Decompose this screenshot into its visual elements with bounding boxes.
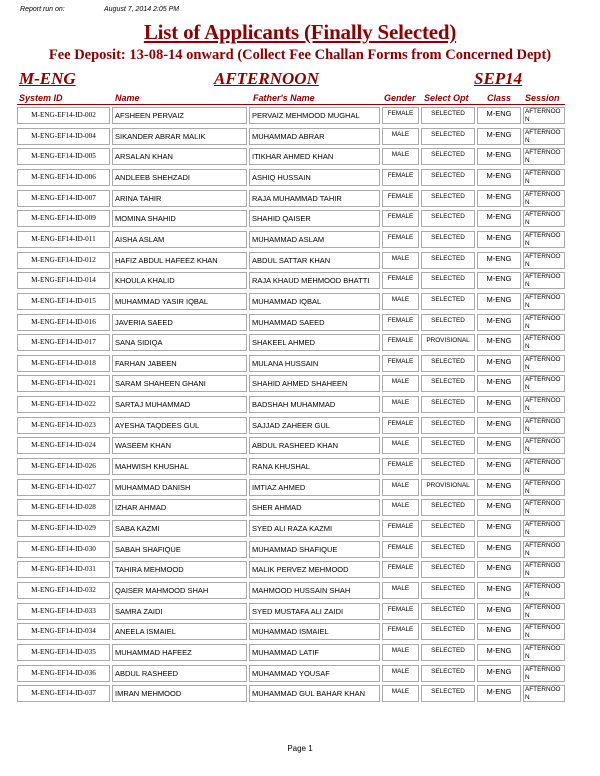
table-row <box>0 272 600 290</box>
class-cell: M-ENG <box>477 603 521 620</box>
session-cell: AFTERNOON <box>523 334 565 351</box>
father-name-cell: MUHAMMAD ABRAR <box>249 128 380 145</box>
session-cell: AFTERNOON <box>523 375 565 392</box>
select-opt-cell: SELECTED <box>421 520 475 537</box>
name-cell: MAHWISH KHUSHAL <box>112 458 247 475</box>
father-name-cell: SHAKEEL AHMED <box>249 334 380 351</box>
select-opt-cell: SELECTED <box>421 603 475 620</box>
select-opt-cell: SELECTED <box>421 561 475 578</box>
class-cell: M-ENG <box>477 437 521 454</box>
system-id-cell: M-ENG-EF14-ID-027 <box>17 479 110 496</box>
father-name-cell: RAJA KHAUD MEHMOOD BHATTI <box>249 272 380 289</box>
session-cell: AFTERNOON <box>523 272 565 289</box>
gender-cell: MALE <box>382 479 419 496</box>
select-opt-cell: SELECTED <box>421 375 475 392</box>
select-opt-cell: SELECTED <box>421 582 475 599</box>
class-cell: M-ENG <box>477 190 521 207</box>
class-cell: M-ENG <box>477 665 521 682</box>
header-divider <box>17 104 565 105</box>
system-id-cell: M-ENG-EF14-ID-031 <box>17 561 110 578</box>
select-opt-cell: SELECTED <box>421 231 475 248</box>
father-name-cell: MULANA HUSSAIN <box>249 355 380 372</box>
session-cell: AFTERNOON <box>523 355 565 372</box>
table-row <box>0 375 600 393</box>
father-name-cell: MUHAMMAD GUL BAHAR KHAN <box>249 685 380 702</box>
gender-cell: FEMALE <box>382 355 419 372</box>
gender-cell: FEMALE <box>382 169 419 186</box>
system-id-cell: M-ENG-EF14-ID-009 <box>17 210 110 227</box>
select-opt-cell: SELECTED <box>421 314 475 331</box>
system-id-cell: M-ENG-EF14-ID-018 <box>17 355 110 372</box>
session-cell: AFTERNOON <box>523 644 565 661</box>
column-header-system-id: System ID <box>19 93 63 103</box>
father-name-cell: SYED ALI RAZA KAZMI <box>249 520 380 537</box>
name-cell: ANDLEEB SHEHZADI <box>112 169 247 186</box>
system-id-cell: M-ENG-EF14-ID-026 <box>17 458 110 475</box>
name-cell: AFSHEEN PERVAIZ <box>112 107 247 124</box>
page-number: Page 1 <box>287 744 313 753</box>
report-run-label: Report run on: <box>20 6 65 13</box>
name-cell: SABAH SHAFIQUE <box>112 541 247 558</box>
father-name-cell: ASHIQ HUSSAIN <box>249 169 380 186</box>
class-cell: M-ENG <box>477 396 521 413</box>
gender-cell: MALE <box>382 148 419 165</box>
gender-cell: FEMALE <box>382 603 419 620</box>
table-row <box>0 334 600 352</box>
class-cell: M-ENG <box>477 148 521 165</box>
table-row <box>0 603 600 621</box>
class-cell: M-ENG <box>477 107 521 124</box>
session-cell: AFTERNOON <box>523 210 565 227</box>
session-cell: AFTERNOON <box>523 499 565 516</box>
column-header-session: Session <box>525 93 560 103</box>
class-cell: M-ENG <box>477 293 521 310</box>
name-cell: IZHAR AHMAD <box>112 499 247 516</box>
class-cell: M-ENG <box>477 561 521 578</box>
gender-cell: FEMALE <box>382 520 419 537</box>
father-name-cell: RAJA MUHAMMAD TAHIR <box>249 190 380 207</box>
gender-cell: FEMALE <box>382 623 419 640</box>
class-cell: M-ENG <box>477 644 521 661</box>
column-header-gender: Gender <box>384 93 416 103</box>
select-opt-cell: SELECTED <box>421 623 475 640</box>
session-cell: AFTERNOON <box>523 582 565 599</box>
father-name-cell: SHAHID AHMED SHAHEEN <box>249 375 380 392</box>
select-opt-cell: SELECTED <box>421 417 475 434</box>
table-row <box>0 582 600 600</box>
class-cell: M-ENG <box>477 272 521 289</box>
name-cell: MUHAMMAD HAFEEZ <box>112 644 247 661</box>
name-cell: TAHIRA MEHMOOD <box>112 561 247 578</box>
gender-cell: FEMALE <box>382 541 419 558</box>
table-row <box>0 355 600 373</box>
session-cell: AFTERNOON <box>523 107 565 124</box>
name-cell: SANA SIDIQA <box>112 334 247 351</box>
class-cell: M-ENG <box>477 417 521 434</box>
father-name-cell: MUHAMMAD SAEED <box>249 314 380 331</box>
system-id-cell: M-ENG-EF14-ID-021 <box>17 375 110 392</box>
gender-cell: MALE <box>382 685 419 702</box>
class-cell: M-ENG <box>477 375 521 392</box>
session-cell: AFTERNOON <box>523 190 565 207</box>
father-name-cell: SHER AHMAD <box>249 499 380 516</box>
system-id-cell: M-ENG-EF14-ID-002 <box>17 107 110 124</box>
gender-cell: FEMALE <box>382 231 419 248</box>
session-cell: AFTERNOON <box>523 561 565 578</box>
name-cell: SIKANDER ABRAR MALIK <box>112 128 247 145</box>
class-cell: M-ENG <box>477 458 521 475</box>
gender-cell: MALE <box>382 396 419 413</box>
select-opt-cell: PROVISIONAL <box>421 334 475 351</box>
name-cell: FARHAN JABEEN <box>112 355 247 372</box>
father-name-cell: MUHAMMAD ASLAM <box>249 231 380 248</box>
select-opt-cell: SELECTED <box>421 644 475 661</box>
father-name-cell: ABDUL RASHEED KHAN <box>249 437 380 454</box>
name-cell: SARAM SHAHEEN GHANI <box>112 375 247 392</box>
gender-cell: FEMALE <box>382 210 419 227</box>
session-cell: AFTERNOON <box>523 231 565 248</box>
name-cell: SAMRA ZAIDI <box>112 603 247 620</box>
system-id-cell: M-ENG-EF14-ID-017 <box>17 334 110 351</box>
gender-cell: FEMALE <box>382 561 419 578</box>
column-header-name: Name <box>115 93 140 103</box>
select-opt-cell: SELECTED <box>421 148 475 165</box>
select-opt-cell: SELECTED <box>421 458 475 475</box>
gender-cell: MALE <box>382 252 419 269</box>
session-cell: AFTERNOON <box>523 665 565 682</box>
class-cell: M-ENG <box>477 252 521 269</box>
gender-cell: FEMALE <box>382 314 419 331</box>
select-opt-cell: SELECTED <box>421 685 475 702</box>
father-name-cell: RANA KHUSHAL <box>249 458 380 475</box>
father-name-cell: MUHAMMAD YOUSAF <box>249 665 380 682</box>
gender-cell: FEMALE <box>382 190 419 207</box>
select-opt-cell: SELECTED <box>421 499 475 516</box>
session-cell: AFTERNOON <box>523 128 565 145</box>
system-id-cell: M-ENG-EF14-ID-015 <box>17 293 110 310</box>
system-id-cell: M-ENG-EF14-ID-004 <box>17 128 110 145</box>
system-id-cell: M-ENG-EF14-ID-024 <box>17 437 110 454</box>
session-cell: AFTERNOON <box>523 603 565 620</box>
session-cell: AFTERNOON <box>523 520 565 537</box>
father-name-cell: MUHAMMAD LATIF <box>249 644 380 661</box>
column-header-select-opt: Select Opt <box>424 93 469 103</box>
page-subtitle: Fee Deposit: 13-08-14 onward (Collect Fee Challan Forms from Concerned Dept) <box>48 47 552 63</box>
term-label: SEP14 <box>474 69 523 88</box>
father-name-cell: SYED MUSTAFA ALI ZAIDI <box>249 603 380 620</box>
session-cell: AFTERNOON <box>523 479 565 496</box>
table-row <box>0 623 600 641</box>
session-cell: AFTERNOON <box>523 169 565 186</box>
table-row <box>0 190 600 208</box>
session-cell: AFTERNOON <box>523 541 565 558</box>
gender-cell: FEMALE <box>382 458 419 475</box>
system-id-cell: M-ENG-EF14-ID-023 <box>17 417 110 434</box>
gender-cell: FEMALE <box>382 107 419 124</box>
session-label: AFTERNOON <box>214 69 319 88</box>
system-id-cell: M-ENG-EF14-ID-036 <box>17 665 110 682</box>
gender-cell: MALE <box>382 437 419 454</box>
class-cell: M-ENG <box>477 314 521 331</box>
class-cell: M-ENG <box>477 231 521 248</box>
class-cell: M-ENG <box>477 479 521 496</box>
gender-cell: MALE <box>382 582 419 599</box>
system-id-cell: M-ENG-EF14-ID-033 <box>17 603 110 620</box>
father-name-cell: MALIK PERVEZ MEHMOOD <box>249 561 380 578</box>
gender-cell: MALE <box>382 375 419 392</box>
select-opt-cell: SELECTED <box>421 665 475 682</box>
system-id-cell: M-ENG-EF14-ID-028 <box>17 499 110 516</box>
select-opt-cell: SELECTED <box>421 169 475 186</box>
table-row <box>0 685 600 703</box>
session-cell: AFTERNOON <box>523 396 565 413</box>
program-label: M-ENG <box>19 69 76 88</box>
select-opt-cell: PROVISIONAL <box>421 479 475 496</box>
class-cell: M-ENG <box>477 541 521 558</box>
table-row <box>0 314 600 332</box>
system-id-cell: M-ENG-EF14-ID-030 <box>17 541 110 558</box>
gender-cell: MALE <box>382 665 419 682</box>
father-name-cell: IMTIAZ AHMED <box>249 479 380 496</box>
system-id-cell: M-ENG-EF14-ID-007 <box>17 190 110 207</box>
table-row <box>0 231 600 249</box>
select-opt-cell: SELECTED <box>421 293 475 310</box>
table-row <box>0 479 600 497</box>
select-opt-cell: SELECTED <box>421 128 475 145</box>
system-id-cell: M-ENG-EF14-ID-016 <box>17 314 110 331</box>
table-row <box>0 293 600 311</box>
class-cell: M-ENG <box>477 210 521 227</box>
table-row <box>0 396 600 414</box>
system-id-cell: M-ENG-EF14-ID-014 <box>17 272 110 289</box>
class-cell: M-ENG <box>477 520 521 537</box>
gender-cell: FEMALE <box>382 334 419 351</box>
class-cell: M-ENG <box>477 128 521 145</box>
class-cell: M-ENG <box>477 623 521 640</box>
father-name-cell: MAHMOOD HUSSAIN SHAH <box>249 582 380 599</box>
table-row <box>0 252 600 270</box>
gender-cell: MALE <box>382 499 419 516</box>
session-cell: AFTERNOON <box>523 417 565 434</box>
table-row <box>0 437 600 455</box>
father-name-cell: PERVAIZ MEHMOOD MUGHAL <box>249 107 380 124</box>
system-id-cell: M-ENG-EF14-ID-035 <box>17 644 110 661</box>
system-id-cell: M-ENG-EF14-ID-029 <box>17 520 110 537</box>
table-row <box>0 665 600 683</box>
table-row <box>0 458 600 476</box>
select-opt-cell: SELECTED <box>421 355 475 372</box>
class-cell: M-ENG <box>477 685 521 702</box>
table-row <box>0 128 600 146</box>
table-row <box>0 644 600 662</box>
father-name-cell: SAJJAD ZAHEER GUL <box>249 417 380 434</box>
name-cell: QAISER MAHMOOD SHAH <box>112 582 247 599</box>
system-id-cell: M-ENG-EF14-ID-006 <box>17 169 110 186</box>
system-id-cell: M-ENG-EF14-ID-032 <box>17 582 110 599</box>
report-run-date: August 7, 2014 2:05 PM <box>104 6 180 13</box>
father-name-cell: MUHAMMAD IQBAL <box>249 293 380 310</box>
name-cell: ARINA TAHIR <box>112 190 247 207</box>
table-row <box>0 417 600 435</box>
system-id-cell: M-ENG-EF14-ID-037 <box>17 685 110 702</box>
name-cell: KHOULA KHALID <box>112 272 247 289</box>
father-name-cell: BADSHAH MUHAMMAD <box>249 396 380 413</box>
class-cell: M-ENG <box>477 582 521 599</box>
session-cell: AFTERNOON <box>523 685 565 702</box>
class-cell: M-ENG <box>477 499 521 516</box>
gender-cell: FEMALE <box>382 417 419 434</box>
session-cell: AFTERNOON <box>523 314 565 331</box>
class-cell: M-ENG <box>477 355 521 372</box>
system-id-cell: M-ENG-EF14-ID-011 <box>17 231 110 248</box>
name-cell: AISHA ASLAM <box>112 231 247 248</box>
select-opt-cell: SELECTED <box>421 190 475 207</box>
select-opt-cell: SELECTED <box>421 252 475 269</box>
table-row <box>0 148 600 166</box>
father-name-cell: MUHAMMAD SHAFIQUE <box>249 541 380 558</box>
name-cell: ABDUL RASHEED <box>112 665 247 682</box>
name-cell: SABA KAZMI <box>112 520 247 537</box>
gender-cell: MALE <box>382 293 419 310</box>
name-cell: AYESHA TAQDEES GUL <box>112 417 247 434</box>
father-name-cell: SHAHID QAISER <box>249 210 380 227</box>
table-row <box>0 520 600 538</box>
select-opt-cell: SELECTED <box>421 272 475 289</box>
column-header-class: Class <box>487 93 512 103</box>
table-row <box>0 107 600 125</box>
session-cell: AFTERNOON <box>523 437 565 454</box>
name-cell: JAVERIA SAEED <box>112 314 247 331</box>
system-id-cell: M-ENG-EF14-ID-022 <box>17 396 110 413</box>
select-opt-cell: SELECTED <box>421 396 475 413</box>
name-cell: MOMINA SHAHID <box>112 210 247 227</box>
name-cell: HAFIZ ABDUL HAFEEZ KHAN <box>112 252 247 269</box>
select-opt-cell: SELECTED <box>421 437 475 454</box>
name-cell: ARSALAN KHAN <box>112 148 247 165</box>
name-cell: MUHAMMAD DANISH <box>112 479 247 496</box>
father-name-cell: ABDUL SATTAR KHAN <box>249 252 380 269</box>
table-row <box>0 561 600 579</box>
name-cell: ANEELA ISMAIEL <box>112 623 247 640</box>
session-cell: AFTERNOON <box>523 148 565 165</box>
father-name-cell: MUHAMMAD ISMAIEL <box>249 623 380 640</box>
table-row <box>0 499 600 517</box>
name-cell: MUHAMMAD YASIR IQBAL <box>112 293 247 310</box>
session-cell: AFTERNOON <box>523 623 565 640</box>
table-row <box>0 169 600 187</box>
gender-cell: MALE <box>382 644 419 661</box>
system-id-cell: M-ENG-EF14-ID-012 <box>17 252 110 269</box>
system-id-cell: M-ENG-EF14-ID-034 <box>17 623 110 640</box>
column-header-father: Father's Name <box>253 93 315 103</box>
system-id-cell: M-ENG-EF14-ID-005 <box>17 148 110 165</box>
session-cell: AFTERNOON <box>523 293 565 310</box>
gender-cell: FEMALE <box>382 272 419 289</box>
session-cell: AFTERNOON <box>523 458 565 475</box>
table-row <box>0 541 600 559</box>
select-opt-cell: SELECTED <box>421 107 475 124</box>
class-cell: M-ENG <box>477 169 521 186</box>
select-opt-cell: SELECTED <box>421 210 475 227</box>
table-row <box>0 210 600 228</box>
select-opt-cell: SELECTED <box>421 541 475 558</box>
class-cell: M-ENG <box>477 334 521 351</box>
gender-cell: MALE <box>382 128 419 145</box>
page-title: List of Applicants (Finally Selected) <box>143 20 457 44</box>
name-cell: WASEEM KHAN <box>112 437 247 454</box>
session-cell: AFTERNOON <box>523 252 565 269</box>
name-cell: SARTAJ MUHAMMAD <box>112 396 247 413</box>
father-name-cell: ITIKHAR AHMED KHAN <box>249 148 380 165</box>
name-cell: IMRAN MEHMOOD <box>112 685 247 702</box>
